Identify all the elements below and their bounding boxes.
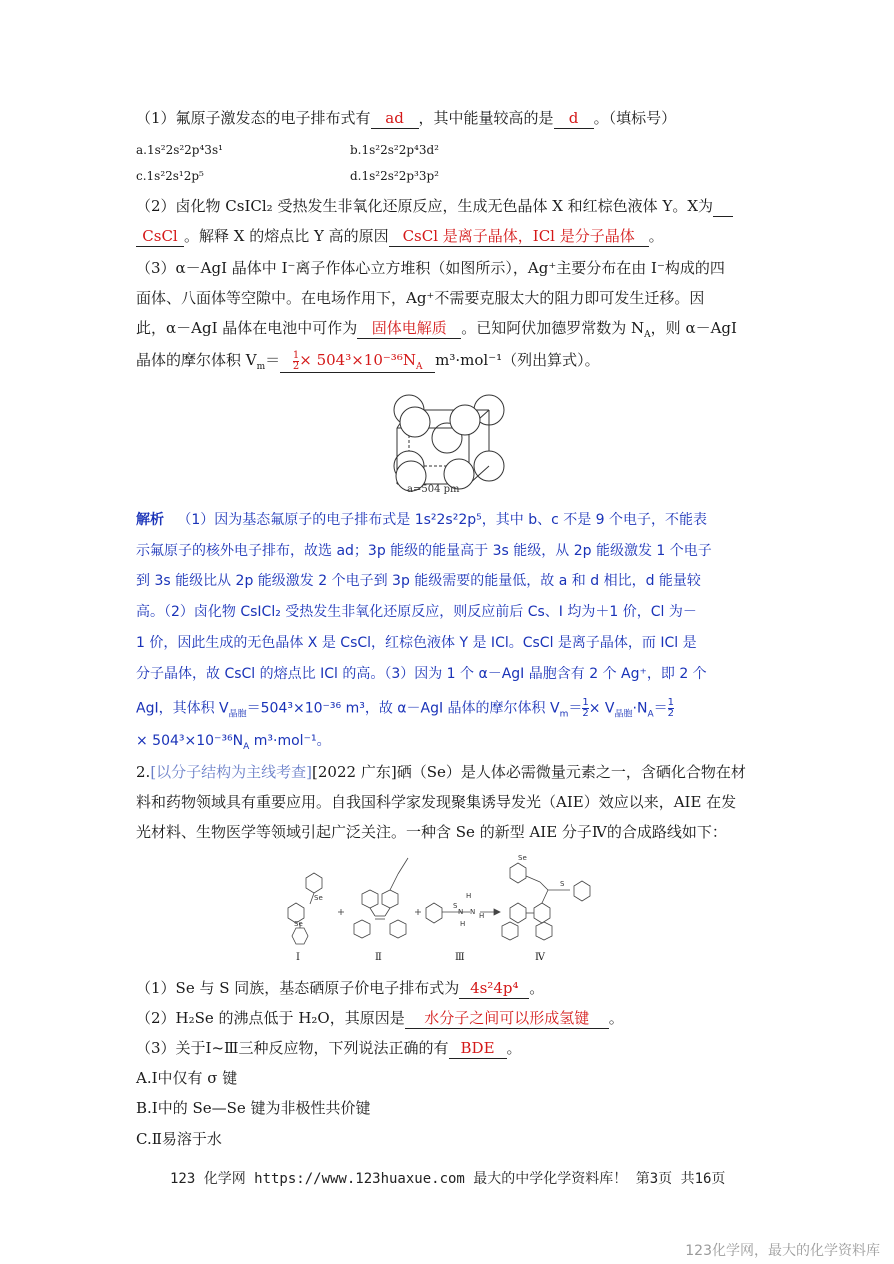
label-compound-III: Ⅲ <box>455 952 465 963</box>
analysis-line-6: 分子晶体，故 CsCl 的熔点比 ICl 的高。（3）因为 1 个 α－AgI 晶胞含有 2 个 Ag⁺，即 2 个 <box>136 666 707 682</box>
analysis-line-7: AgI，其体积 $V_{晶胞}=504^3\times 10^{-36}$ m³，故 α－AgI 晶体的摩尔体积 $V_m=$ $\frac{1}{2}$ × $V_{晶胞}\cdot N_A=$ $\frac{1}{2}$ <box>136 697 675 720</box>
p2-line-2: 料和药物领域具有重要应用。自我国科学家发现聚集诱导发光（AIE）效应以来，AIE 在发 <box>136 793 737 811</box>
svg-text:Se: Se <box>518 854 527 862</box>
watermark: 123化学网，最大的化学资料库 <box>685 1243 880 1259</box>
p2-q2-answer: 水分子之间可以形成氢键 <box>405 1008 609 1029</box>
q1-option-d: d.1s²2s²2p³3p² <box>350 169 439 183</box>
q2-line-2: CsCl 。解释 X 的熔点比 Y 高的原因 CsCl 是离子晶体，ICl 是分子晶体 。 <box>136 226 664 247</box>
atom-front-top-left <box>400 407 430 437</box>
analysis-label: 解析 <box>136 512 164 528</box>
svg-text:N: N <box>470 908 476 916</box>
p2-option-b: B.Ⅰ中的 Se—Se 键为非极性共价键 <box>136 1099 371 1117</box>
p2-q3: （3）关于Ⅰ~Ⅲ三种反应物，下列说法正确的有 BDE 。 <box>136 1039 522 1057</box>
q3-line-4: 晶体的摩尔体积 $V_m=$ $\frac{1}{2}$ × $504^3\times 10^{-36}N_A$ m³·mol⁻¹（列出算式）。 <box>136 349 600 372</box>
q2-answer-blank-2: CsCl 是离子晶体，ICl 是分子晶体 <box>389 226 649 247</box>
lattice-constant-label: a=504 pm <box>407 484 460 495</box>
svg-text:Se: Se <box>294 920 303 928</box>
q2-answer-blank-1: CsCl <box>136 226 184 247</box>
page-footer: 123 化学网 https://www.123huaxue.com 最大的中学化学资料库！ 第3页 共16页 <box>170 1171 726 1187</box>
q3-answer-blank-1: 固体电解质 <box>357 318 461 339</box>
p2-line-1: 2.[以分子结构为主线考查][2022 广东]硒（Se）是人体必需微量元素之一，含硒化合物在材 <box>136 763 746 781</box>
svg-text:H: H <box>466 892 472 900</box>
q1-option-c: c.1s²2s¹2p⁵ <box>136 169 204 183</box>
q2-line-1: （2）卤化物 CsICl₂ 受热发生非氧化还原反应，生成无色晶体 X 和红棕色液体 Y。X为 <box>136 196 733 217</box>
q1-option-b: b.1s²2s²2p⁴3d² <box>350 143 439 157</box>
analysis-line-4: 高。（2）卤化物 CsICl₂ 受热发生非氧化还原反应，则反应前后 Cs、I 均为＋1 价，Cl 为－ <box>136 604 697 620</box>
p2-q1-answer: 4s²4p⁴ <box>459 978 529 999</box>
label-compound-I: Ⅰ <box>296 952 300 963</box>
synthesis-route-diagram <box>270 848 610 966</box>
q1-option-a: a.1s²2s²2p⁴3s¹ <box>136 143 223 157</box>
analysis-line-8: × $504^3\times 10^{-36}N_A$ m³·mol⁻¹。 <box>136 733 331 752</box>
analysis-line-3: 到 3s 能级比从 2p 能级激发 2 个电子到 3p 能级需要的能量低，故 a 和 d 相比，d 能量较 <box>136 573 701 589</box>
svg-text:S: S <box>560 880 565 888</box>
q3-answer-blank-2: $\frac{1}{2}$ × $504^3\times 10^{-36}N_A$ <box>280 350 435 373</box>
analysis-line-5: 1 价，因此生成的无色晶体 X 是 CsCl，红棕色液体 Y 是 ICl。CsCl 是离子晶体，而 ICl 是 <box>136 635 697 651</box>
q1-stem-line: （1）氟原子激发态的电子排布式有 ad ，其中能量较高的是 d 。（填标号） <box>136 109 677 127</box>
q3-line-1: （3）α－AgI 晶体中 I⁻离子作体心立方堆积（如图所示），Ag⁺主要分布在由 I⁻构成的四 <box>136 259 725 277</box>
bcc-crystal-figure <box>385 388 507 504</box>
q3-line-2: 面体、八面体等空隙中。在电场作用下，Ag⁺不需要克服太大的阻力即可发生迁移。因 <box>136 289 705 307</box>
atom-front-top-right <box>450 405 480 435</box>
q3-line-3: 此，α－AgI 晶体在电池中可作为 固体电解质 。已知阿伏加德罗常数为 $N_A$，则 α－AgI <box>136 319 737 340</box>
q1-answer-blank-2: d <box>554 108 594 129</box>
label-compound-II: Ⅱ <box>375 952 382 963</box>
label-compound-IV: Ⅳ <box>535 952 545 963</box>
p2-option-a: A.Ⅰ中仅有 σ 键 <box>136 1069 238 1087</box>
analysis-line-2: 示氟原子的核外电子排布，故选 ad；3p 能级的能量高于 3s 能级，从 2p 能级激发 1 个电子 <box>136 543 712 559</box>
svg-text:H: H <box>460 920 466 928</box>
svg-text:H: H <box>479 912 485 920</box>
p2-source: [2022 广东] <box>312 763 397 781</box>
p2-option-c: C.Ⅱ易溶于水 <box>136 1130 222 1148</box>
p2-q3-answer: BDE <box>449 1038 507 1059</box>
p2-topic-tag: [以分子结构为主线考查] <box>150 763 313 781</box>
svg-text:S: S <box>453 902 458 910</box>
p2-q1: （1）Se 与 S 同族，基态硒原子价电子排布式为 4s²4p⁴ 。 <box>136 979 545 997</box>
analysis-line-1: 解析 （1）因为基态氟原子的电子排布式是 1s²2s²2p⁵，其中 b、c 不是 9 个电子，不能表 <box>136 512 708 528</box>
p2-q2: （2）H₂Se 的沸点低于 H₂O，其原因是 水分子之间可以形成氢键 。 <box>136 1009 624 1027</box>
svg-text:N: N <box>458 908 464 916</box>
q1-answer-blank-1: ad <box>371 108 419 129</box>
svg-text:Se: Se <box>314 894 323 902</box>
p2-line-3: 光材料、生物医学等领域引起广泛关注。一种含 Se 的新型 AIE 分子Ⅳ的合成路线如下： <box>136 823 727 841</box>
reaction-scheme <box>270 848 610 970</box>
